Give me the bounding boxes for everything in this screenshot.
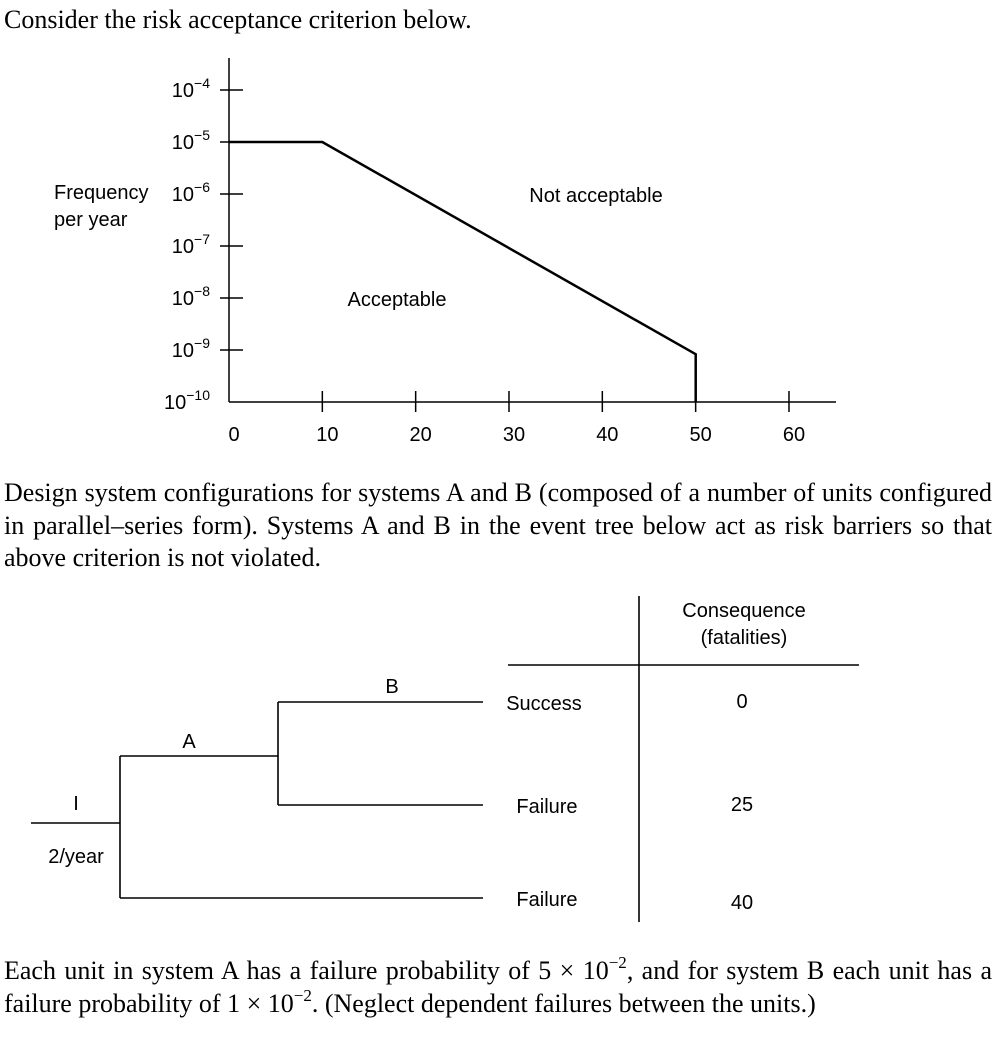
footer-text-part1: Each unit in system A has a failure probability of 5 × 10 — [4, 956, 609, 985]
y-tick-label-base: 10 — [171, 132, 195, 154]
outcome-label-3: Failure — [516, 889, 578, 911]
system-a-label: A — [182, 731, 196, 753]
y-tick-label — [164, 387, 210, 414]
outcome-label-2: Failure — [516, 796, 578, 818]
y-tick-label-base: 10 — [171, 236, 195, 258]
x-tick-label: 30 — [502, 424, 526, 446]
initiator-frequency: 2/year — [48, 846, 104, 868]
design-text: Design system configurations for systems A and B (composed of a number of units configured in parallel–series form). Systems A and B in the event tree below act as risk barriers so that above criterion is not violated. — [4, 478, 992, 572]
y-tick-label-exponent: −10 — [186, 387, 210, 403]
acceptable-label: Acceptable — [347, 289, 447, 311]
y-tick-label — [172, 75, 210, 102]
not-acceptable-label: Not acceptable — [529, 185, 663, 207]
y-tick-label-exponent: −5 — [194, 127, 210, 143]
y-tick-label — [172, 283, 210, 310]
criterion-line — [229, 142, 696, 402]
y-tick-label-base: 10 — [171, 340, 195, 362]
footer-exponent-1: −2 — [608, 953, 627, 972]
y-tick-label-exponent: −6 — [194, 179, 210, 195]
footer-text-part3: . (Neglect dependent failures between the units.) — [311, 988, 816, 1018]
y-axis-title-line2: per year — [54, 209, 128, 231]
outcome-consequence-2: 25 — [730, 794, 754, 816]
y-tick-label-exponent: −4 — [194, 75, 210, 91]
footer-text — [4, 955, 992, 1020]
x-tick-label: 20 — [409, 424, 432, 446]
y-tick-label-base: 10 — [171, 80, 195, 102]
system-b-label: B — [385, 676, 399, 698]
outcome-consequence-3: 40 — [730, 892, 754, 914]
x-tick-label: 50 — [689, 424, 712, 446]
y-tick-label-exponent: −8 — [194, 283, 210, 299]
consequence-header-line1: Consequence — [682, 600, 806, 622]
y-axis-title — [54, 182, 149, 231]
y-tick-label-base: 10 — [171, 184, 195, 206]
outcome-consequence-1: 0 — [736, 691, 748, 713]
footer-exponent-2: −2 — [293, 985, 312, 1005]
y-tick-label-base: 10 — [164, 392, 187, 414]
event-tree — [0, 590, 1007, 935]
x-tick-label: 0 — [228, 424, 240, 446]
x-ticks — [228, 391, 805, 446]
x-tick-label: 10 — [316, 424, 339, 446]
x-tick-label: 40 — [596, 424, 619, 446]
consequence-header-line2: (fatalities) — [700, 627, 788, 649]
y-tick-label — [172, 179, 210, 206]
x-tick-label: 60 — [782, 424, 806, 446]
y-tick-label-exponent: −9 — [194, 335, 210, 351]
y-ticks — [164, 75, 243, 414]
y-axis-title-line1: Frequency — [54, 182, 149, 204]
risk-criterion-chart — [0, 0, 1007, 470]
outcome-label-1: Success — [506, 693, 582, 715]
y-tick-label — [172, 231, 210, 258]
initiator-label: I — [73, 793, 79, 815]
y-tick-label-base: 10 — [171, 288, 195, 310]
y-tick-label — [172, 127, 210, 154]
footer-text-part2: , and for system B each unit has a failure probability of 1 × 10 — [4, 956, 992, 1018]
y-tick-label-exponent: −7 — [194, 231, 210, 247]
y-tick-label — [172, 335, 210, 362]
intro-text: Consider the risk acceptance criterion below. — [4, 5, 472, 34]
